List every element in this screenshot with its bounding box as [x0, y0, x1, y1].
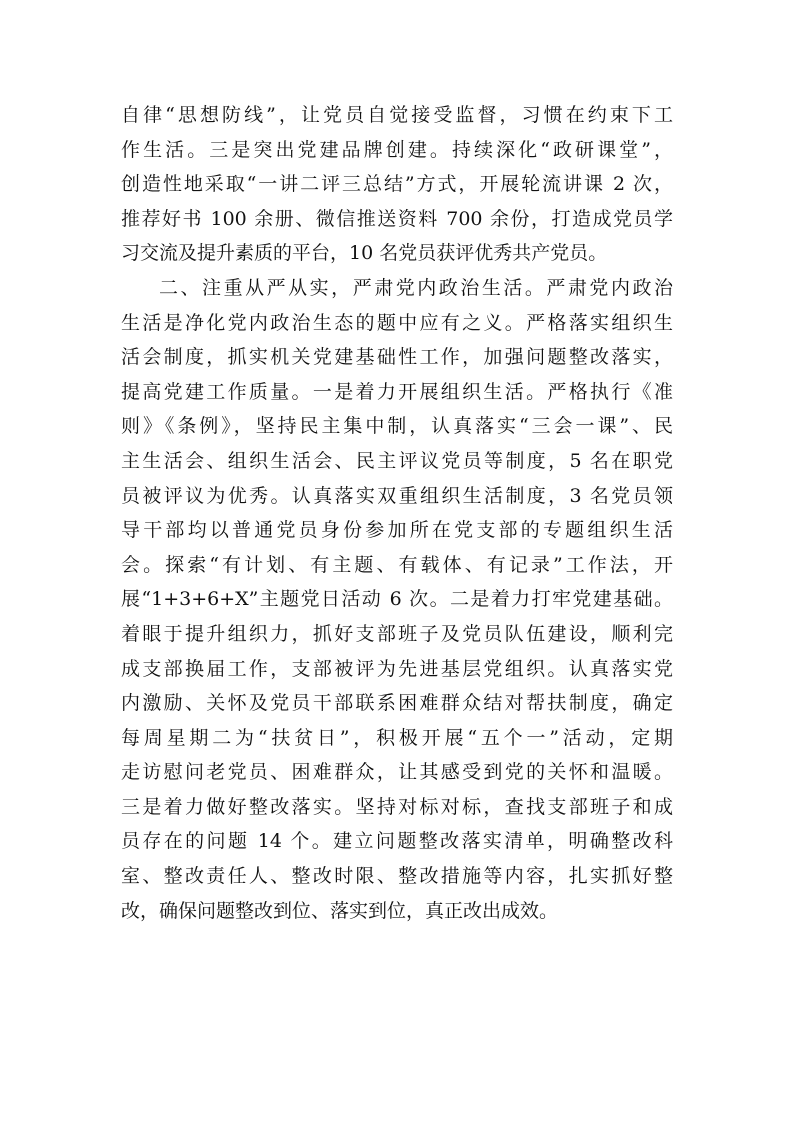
text-line: 员被评议为优秀。认真落实双重组织生活制度，3 名党员领 [121, 484, 673, 507]
text-line: 走访慰问老党员、困难群众，让其感受到党的关怀和温暖。 [121, 761, 673, 784]
text-line: 内激励、关怀及党员干部联系困难群众结对帮扶制度，确定 [121, 692, 673, 715]
text-line: 导干部均以普通党员身份参加所在党支部的专题组织生活 [121, 519, 673, 542]
text-line: 生活是净化党内政治生态的题中应有之义。严格落实组织生 [121, 311, 673, 334]
text-line: 创造性地采取“一讲二评三总结”方式，开展轮流讲课 2 次， [121, 173, 673, 196]
text-line: 作生活。三是突出党建品牌创建。持续深化“政研课堂”， [121, 138, 673, 161]
text-line: 成支部换届工作，支部被评为先进基层党组织。认真落实党 [121, 657, 673, 680]
text-line: 提高党建工作质量。一是着力开展组织生活。严格执行《准 [121, 380, 673, 403]
text-line: 每周星期二为“扶贫日”，积极开展“五个一”活动，定期 [121, 726, 673, 749]
text-line: 员存在的问题 14 个。建立问题整改落实清单，明确整改科 [121, 830, 673, 853]
text-line: 改，确保问题整改到位、落实到位，真正改出成效。 [121, 899, 559, 922]
text-line: 则》《条例》，坚持民主集中制，认真落实“三会一课”、民 [121, 415, 673, 438]
text-line: 三是着力做好整改落实。坚持对标对标，查找支部班子和成 [121, 795, 673, 818]
text-line: 自律“思想防线”，让党员自觉接受监督，习惯在约束下工 [121, 104, 673, 126]
text-line: 会。探索“有计划、有主题、有载体、有记录”工作法，开 [121, 553, 673, 576]
text-line: 室、整改责任人、整改时限、整改措施等内容，扎实抓好整 [121, 865, 673, 888]
text-line: 着眼于提升组织力，抓好支部班子及党员队伍建设，顺利完 [121, 622, 673, 645]
text-line: 推荐好书 100 余册、微信推送资料 700 余份，打造成党员学 [121, 207, 673, 230]
text-line: 展“1+3+6+X”主题党日活动 6 次。二是着力打牢党建基础。 [121, 588, 673, 611]
text-line: 活会制度，抓实机关党建基础性工作，加强问题整改落实， [121, 346, 673, 369]
text-line: 主生活会、组织生活会、民主评议党员等制度，5 名在职党 [121, 449, 673, 472]
text-line: 习交流及提升素质的平台，10 名党员获评优秀共产党员。 [121, 242, 608, 265]
text-line: 二、注重从严从实，严肃党内政治生活。严肃党内政治 [159, 276, 673, 299]
document-body-text [121, 98, 673, 928]
